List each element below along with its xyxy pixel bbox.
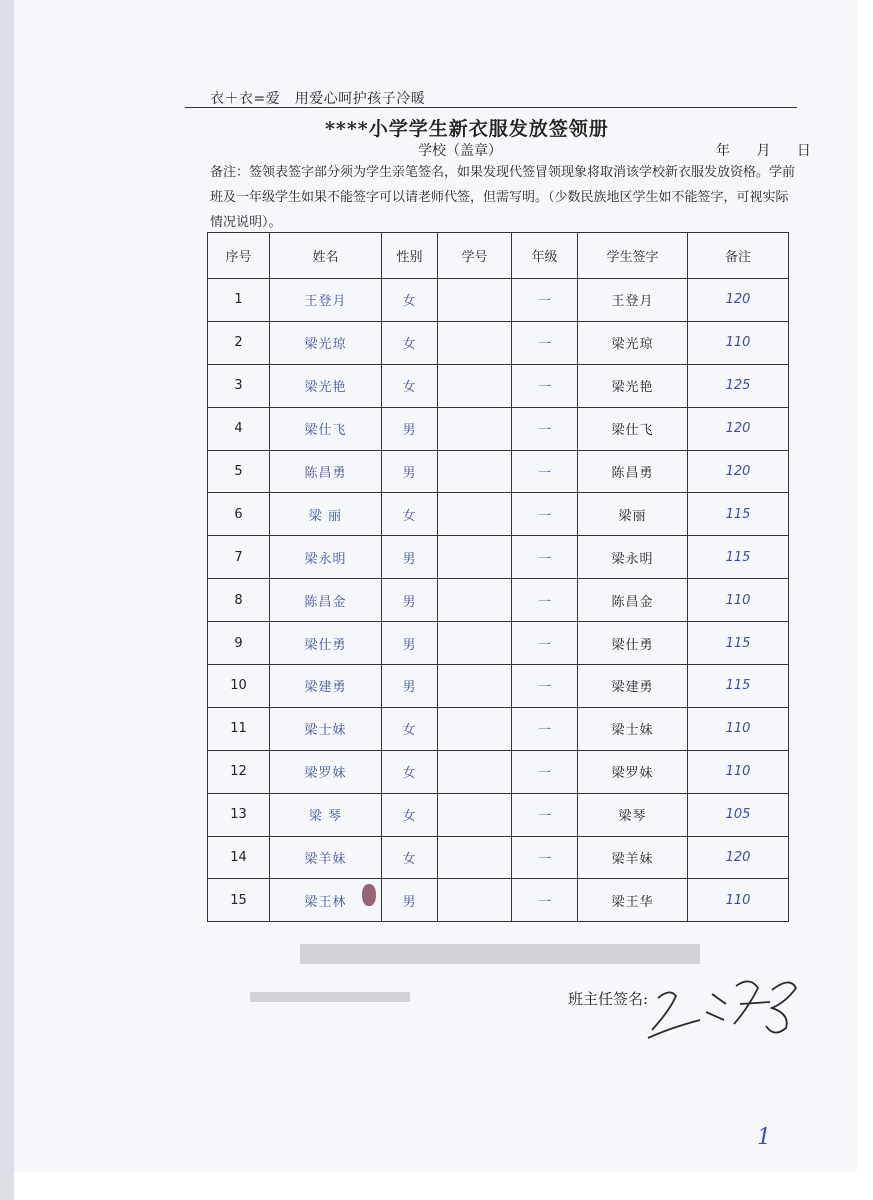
date-label: 年 月 日	[716, 143, 811, 159]
student-name: 梁羊妹	[270, 836, 382, 879]
row-number: 6	[208, 493, 270, 536]
column-header-gender: 性别	[382, 233, 438, 279]
student-gender: 女	[382, 836, 438, 879]
student-signature: 梁王华	[578, 879, 688, 922]
school-stamp-label: 学校（盖章）	[418, 143, 502, 159]
student-signature: 王登月	[578, 279, 688, 322]
remark-value: 120	[688, 279, 789, 322]
student-signature: 梁丽	[578, 493, 688, 536]
remark-value: 115	[688, 665, 789, 708]
page-title: ****小学学生新衣服发放签领册	[325, 118, 609, 140]
table-row	[208, 750, 789, 793]
student-id	[438, 579, 512, 622]
student-name: 梁 琴	[270, 793, 382, 836]
table-row	[208, 707, 789, 750]
student-signature: 梁士妹	[578, 707, 688, 750]
teacher-signature-scribble	[640, 968, 810, 1048]
student-gender: 男	[382, 622, 438, 665]
student-grade: 一	[512, 536, 578, 579]
header-divider	[185, 107, 797, 108]
student-gender: 女	[382, 750, 438, 793]
row-number: 2	[208, 321, 270, 364]
note-text: 备注：签领表签字部分须为学生亲笔签名，如果发现代签冒领现象将取消该学校新衣服发放资格。学前班及一年级学生如果不能签字可以请老师代签，但需写明。（少数民族地区学生如不能签字，可视实际情况说明）。	[210, 165, 796, 230]
table-row	[208, 450, 789, 493]
remark-value: 110	[688, 321, 789, 364]
student-grade: 一	[512, 407, 578, 450]
student-gender: 女	[382, 493, 438, 536]
page-number: 1	[757, 1125, 771, 1150]
student-id	[438, 750, 512, 793]
student-grade: 一	[512, 450, 578, 493]
table-row	[208, 279, 789, 322]
student-name: 梁仕勇	[270, 622, 382, 665]
table-row	[208, 321, 789, 364]
column-header-grade: 年级	[512, 233, 578, 279]
remark-value: 105	[688, 793, 789, 836]
student-id	[438, 879, 512, 922]
column-header-student-id: 学号	[438, 233, 512, 279]
row-number: 10	[208, 665, 270, 708]
student-signature: 梁仕飞	[578, 407, 688, 450]
student-signature: 陈昌金	[578, 579, 688, 622]
student-name: 梁 丽	[270, 493, 382, 536]
student-gender: 女	[382, 279, 438, 322]
column-header-remark: 备注	[688, 233, 789, 279]
row-number: 5	[208, 450, 270, 493]
row-number: 13	[208, 793, 270, 836]
student-signature: 梁琴	[578, 793, 688, 836]
remark-value: 115	[688, 622, 789, 665]
student-grade: 一	[512, 836, 578, 879]
row-number: 12	[208, 750, 270, 793]
student-gender: 女	[382, 707, 438, 750]
student-gender: 女	[382, 364, 438, 407]
table-row	[208, 793, 789, 836]
student-grade: 一	[512, 364, 578, 407]
row-number: 3	[208, 364, 270, 407]
ink-stain	[362, 884, 376, 906]
student-name: 梁建勇	[270, 665, 382, 708]
student-name: 梁光琼	[270, 321, 382, 364]
student-gender: 男	[382, 450, 438, 493]
student-gender: 女	[382, 793, 438, 836]
student-signature: 梁罗妹	[578, 750, 688, 793]
student-id	[438, 622, 512, 665]
student-grade: 一	[512, 622, 578, 665]
table-row	[208, 665, 789, 708]
student-grade: 一	[512, 750, 578, 793]
student-id	[438, 321, 512, 364]
column-header-no: 序号	[208, 233, 270, 279]
remark-value: 115	[688, 536, 789, 579]
student-id	[438, 665, 512, 708]
student-id	[438, 493, 512, 536]
table-row	[208, 536, 789, 579]
table-row	[208, 364, 789, 407]
student-id	[438, 450, 512, 493]
student-id	[438, 364, 512, 407]
student-signature: 梁羊妹	[578, 836, 688, 879]
remark-value: 115	[688, 493, 789, 536]
signature-table	[207, 232, 789, 922]
row-number: 14	[208, 836, 270, 879]
motto-text: 衣＋衣=爱 用爱心呵护孩子冷暖	[210, 91, 426, 107]
remark-value: 120	[688, 407, 789, 450]
student-gender: 男	[382, 407, 438, 450]
remark-value: 125	[688, 364, 789, 407]
table-row	[208, 879, 789, 922]
remark-value: 110	[688, 707, 789, 750]
student-id	[438, 707, 512, 750]
student-signature: 梁仕勇	[578, 622, 688, 665]
student-grade: 一	[512, 321, 578, 364]
student-grade: 一	[512, 793, 578, 836]
teacher-signature-label: 班主任签名:	[568, 990, 649, 1008]
column-header-signature: 学生签字	[578, 233, 688, 279]
remark-value: 110	[688, 879, 789, 922]
student-name: 梁士妹	[270, 707, 382, 750]
student-id	[438, 279, 512, 322]
student-name: 陈昌勇	[270, 450, 382, 493]
student-gender: 男	[382, 879, 438, 922]
remark-value: 110	[688, 579, 789, 622]
student-name: 梁光艳	[270, 364, 382, 407]
student-name: 王登月	[270, 279, 382, 322]
student-grade: 一	[512, 707, 578, 750]
student-name: 梁永明	[270, 536, 382, 579]
row-number: 15	[208, 879, 270, 922]
student-name: 梁仕飞	[270, 407, 382, 450]
student-grade: 一	[512, 279, 578, 322]
table-row	[208, 836, 789, 879]
student-gender: 男	[382, 665, 438, 708]
row-number: 1	[208, 279, 270, 322]
student-gender: 男	[382, 536, 438, 579]
student-name: 梁罗妹	[270, 750, 382, 793]
student-name: 陈昌金	[270, 579, 382, 622]
row-number: 8	[208, 579, 270, 622]
student-grade: 一	[512, 665, 578, 708]
row-number: 4	[208, 407, 270, 450]
column-header-name: 姓名	[270, 233, 382, 279]
student-gender: 女	[382, 321, 438, 364]
table-row	[208, 622, 789, 665]
remark-value: 120	[688, 450, 789, 493]
student-id	[438, 536, 512, 579]
student-id	[438, 407, 512, 450]
row-number: 11	[208, 707, 270, 750]
student-id	[438, 793, 512, 836]
student-signature: 陈昌勇	[578, 450, 688, 493]
remark-value: 110	[688, 750, 789, 793]
student-signature: 梁永明	[578, 536, 688, 579]
table-row	[208, 579, 789, 622]
remark-value: 120	[688, 836, 789, 879]
row-number: 7	[208, 536, 270, 579]
table-header-row	[208, 233, 789, 279]
student-signature: 梁光琼	[578, 321, 688, 364]
table-row	[208, 493, 789, 536]
student-grade: 一	[512, 879, 578, 922]
student-gender: 男	[382, 579, 438, 622]
row-number: 9	[208, 622, 270, 665]
student-grade: 一	[512, 579, 578, 622]
student-signature: 梁光艳	[578, 364, 688, 407]
student-id	[438, 836, 512, 879]
student-grade: 一	[512, 493, 578, 536]
table-row	[208, 407, 789, 450]
student-name: 梁王林	[270, 879, 382, 922]
student-signature: 梁建勇	[578, 665, 688, 708]
